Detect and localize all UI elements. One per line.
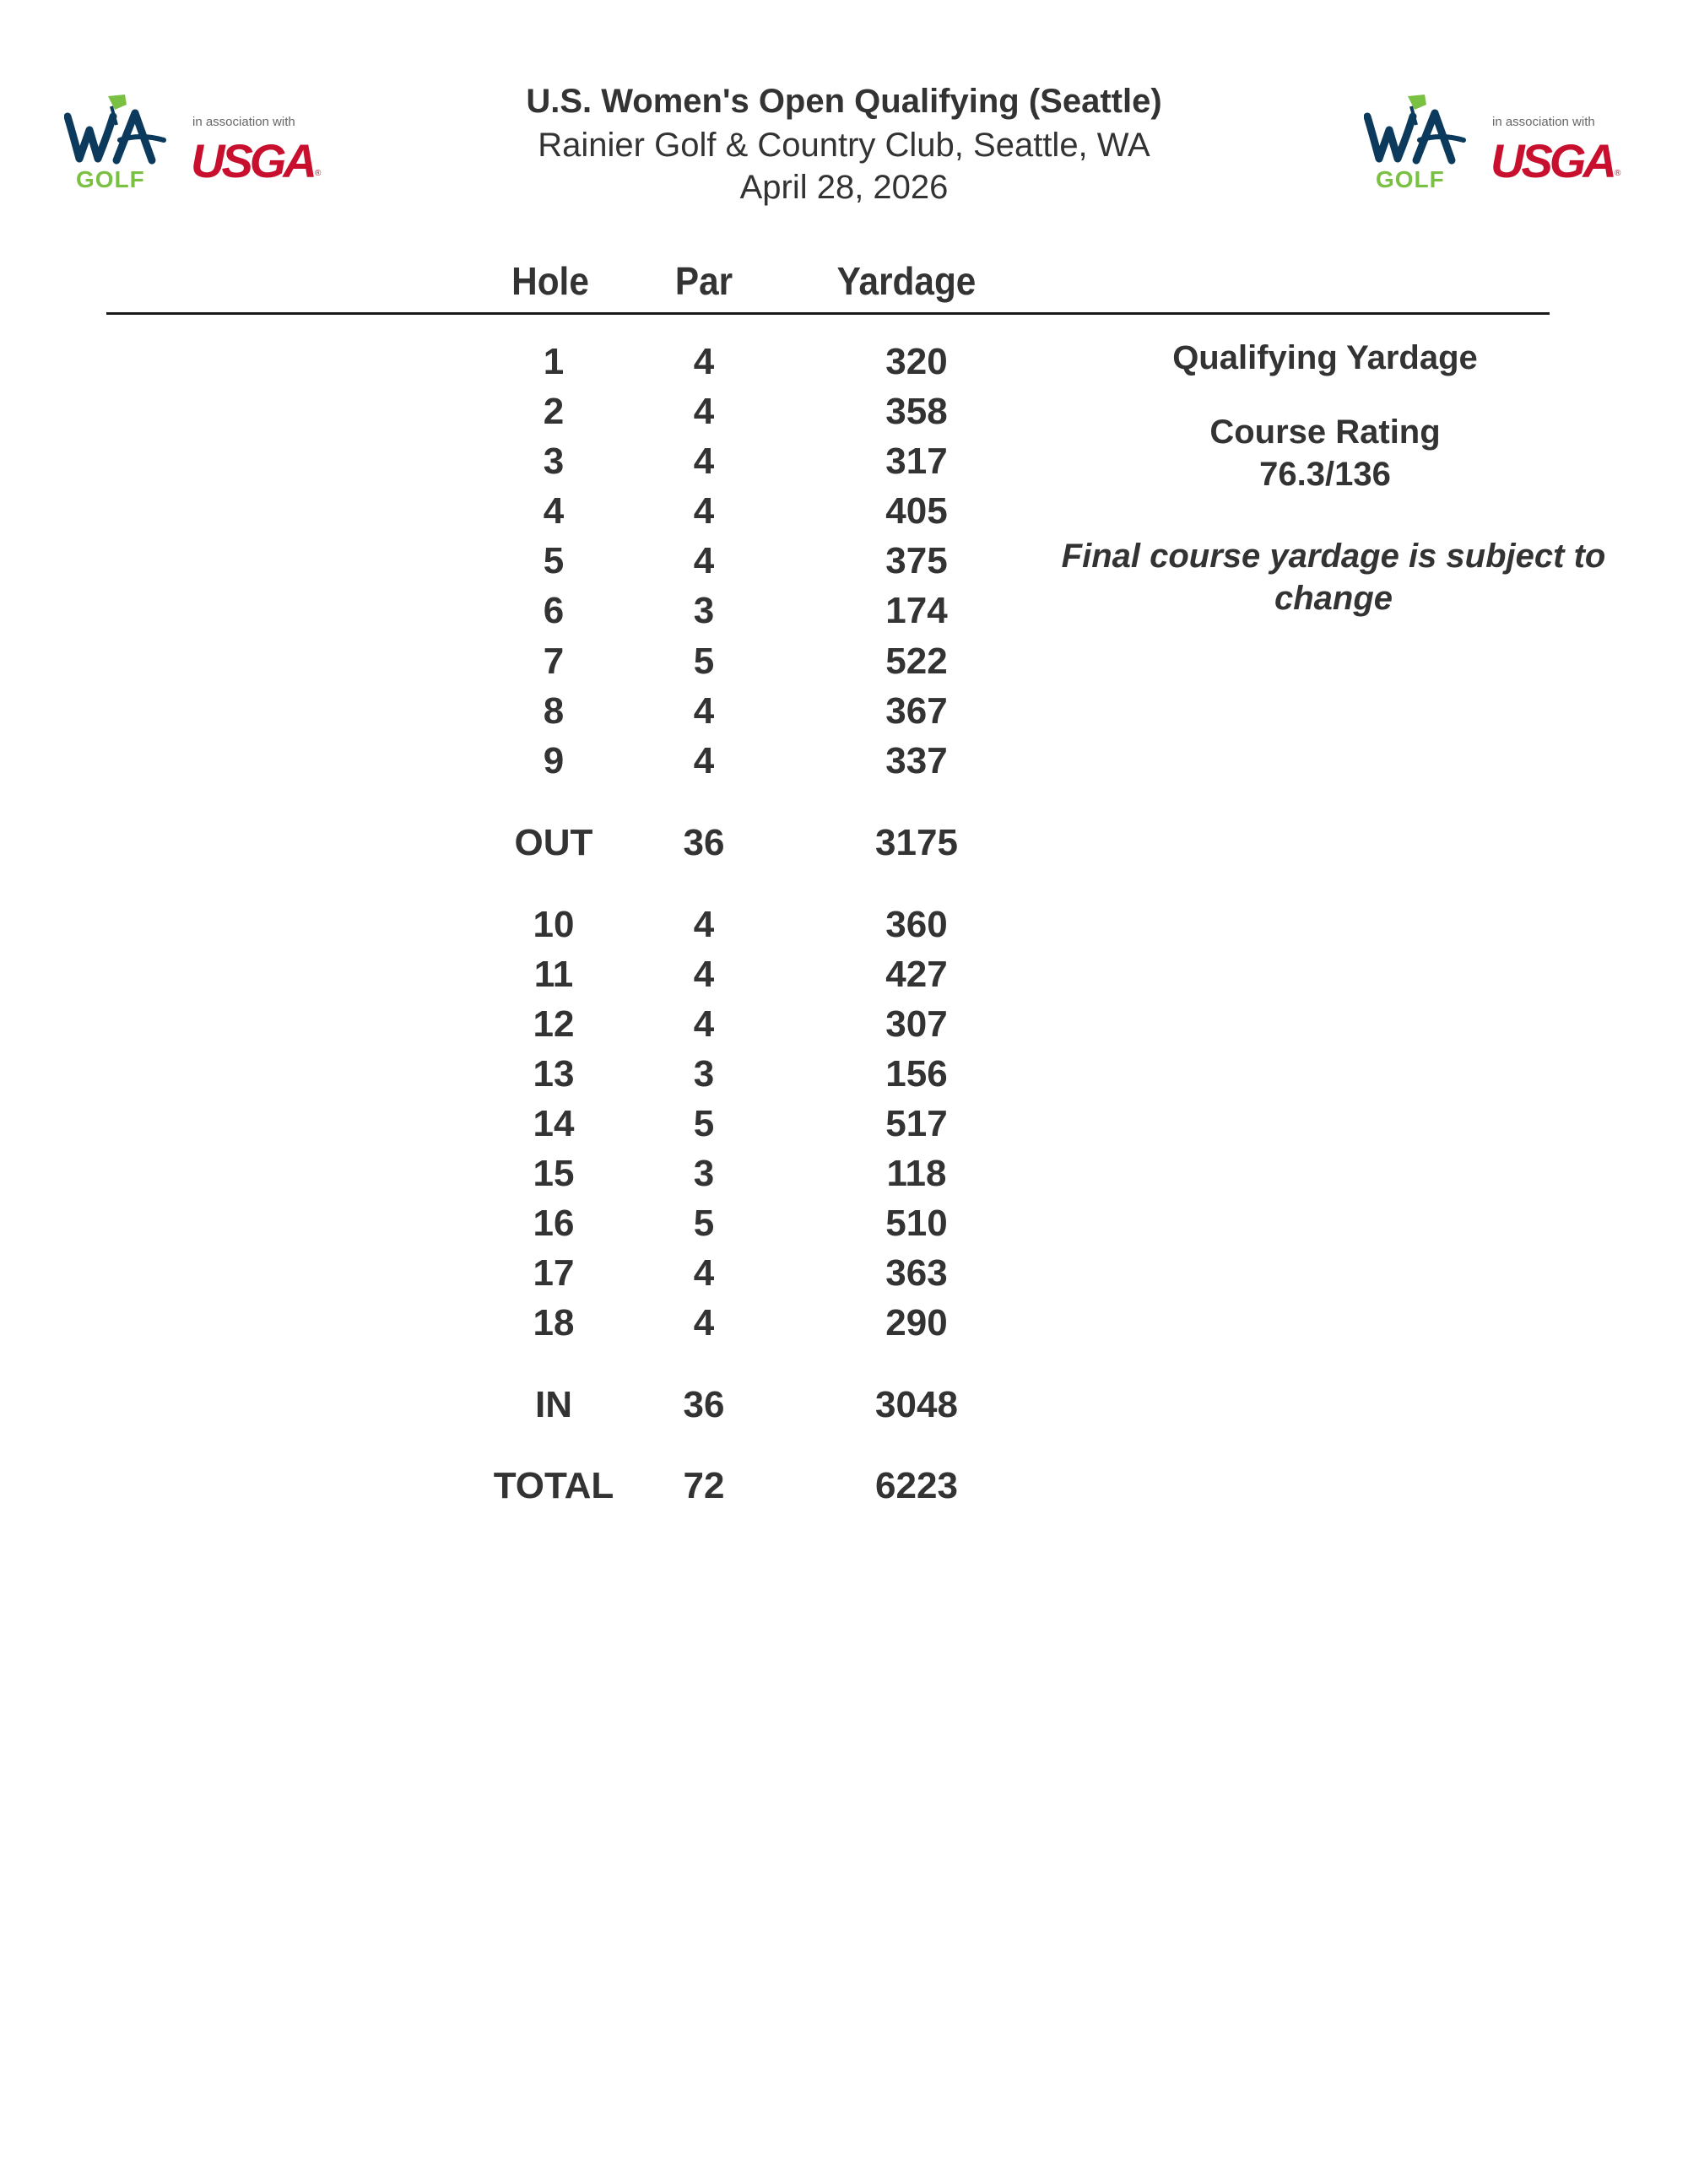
hole-yardage: 367 [885, 690, 948, 732]
wa-golf-logo-icon [64, 91, 174, 192]
subtotal-par: 36 [683, 822, 725, 863]
column-header-yardage: Yardage [836, 259, 977, 303]
table-row [0, 490, 1013, 538]
table-row [0, 1252, 1013, 1300]
subtotal-row-in [0, 1384, 1013, 1431]
hole-par: 3 [693, 1053, 715, 1095]
hole-number: 3 [543, 441, 565, 482]
hole-yardage: 320 [885, 341, 948, 382]
hole-par: 4 [693, 740, 715, 781]
registered-mark: ® [315, 169, 322, 178]
hole-number: 15 [533, 1153, 575, 1194]
hole-yardage: 290 [885, 1302, 948, 1343]
table-row [0, 1053, 1013, 1100]
total-yardage: 6223 [875, 1465, 958, 1506]
table-row [0, 690, 1013, 738]
hole-number: 6 [543, 590, 565, 631]
table-row [0, 1302, 1013, 1349]
hole-yardage: 337 [885, 740, 948, 781]
hole-yardage: 156 [885, 1053, 948, 1095]
hole-yardage: 405 [885, 490, 948, 532]
hole-par: 3 [693, 590, 715, 631]
usga-logo-text: USGA [1491, 134, 1614, 187]
hole-yardage: 174 [885, 590, 948, 631]
table-row [0, 1153, 1013, 1200]
hole-yardage: 375 [885, 540, 948, 581]
hole-par: 5 [693, 641, 715, 682]
hole-number: 16 [533, 1203, 575, 1244]
total-row [0, 1465, 1013, 1512]
hole-yardage: 427 [885, 954, 948, 995]
svg-text:GOLF: GOLF [1376, 166, 1445, 192]
wa-golf-usga-logo-left [64, 91, 334, 201]
table-row [0, 1203, 1013, 1250]
hole-par: 5 [693, 1203, 715, 1244]
hole-number: 2 [543, 391, 565, 432]
subtotal-label: IN [535, 1384, 572, 1425]
hole-par: 4 [693, 441, 715, 482]
hole-yardage: 118 [886, 1153, 947, 1194]
table-row [0, 540, 1013, 587]
column-header-par: Par [674, 259, 733, 303]
venue-line: Rainier Golf & Country Club, Seattle, WA [538, 127, 1150, 164]
usga-logo-text: USGA [191, 134, 314, 187]
column-header-hole: Hole [511, 259, 589, 303]
wa-golf-usga-logo-right [1364, 91, 1634, 201]
hole-yardage: 510 [885, 1203, 948, 1244]
hole-par: 4 [693, 1252, 715, 1294]
registered-mark: ® [1615, 169, 1621, 178]
hole-par: 4 [693, 1302, 715, 1343]
table-row [0, 1103, 1013, 1150]
svg-text:GOLF: GOLF [76, 166, 145, 192]
hole-par: 4 [693, 1003, 715, 1045]
table-row [0, 904, 1013, 951]
hole-par: 5 [693, 1103, 715, 1144]
hole-par: 4 [693, 954, 715, 995]
wa-golf-logo-icon [1364, 91, 1474, 192]
hole-yardage: 307 [885, 1003, 948, 1045]
hole-par: 4 [693, 540, 715, 581]
subtotal-row-out [0, 822, 1013, 869]
hole-number: 10 [533, 904, 575, 945]
course-rating-value: 76.3/136 [1259, 456, 1391, 493]
table-row [0, 1003, 1013, 1051]
association-label: in association with [1492, 115, 1595, 129]
document-title: U.S. Women's Open Qualifying (Seattle) [526, 83, 1162, 120]
hole-number: 12 [533, 1003, 575, 1045]
table-row [0, 641, 1013, 688]
total-label: TOTAL [493, 1465, 614, 1506]
qualifying-yardage-label: Qualifying Yardage [1172, 339, 1478, 376]
hole-par: 3 [693, 1153, 715, 1194]
subtotal-yardage: 3175 [875, 822, 958, 863]
table-row [0, 954, 1013, 1001]
table-row [0, 590, 1013, 637]
hole-number: 8 [543, 690, 565, 732]
hole-yardage: 522 [885, 641, 948, 682]
table-row [0, 740, 1013, 787]
hole-par: 4 [693, 391, 715, 432]
hole-yardage: 317 [885, 441, 948, 482]
course-rating-label: Course Rating [1209, 414, 1441, 451]
yardage-disclaimer: Final course yardage is subject to change [1061, 538, 1606, 617]
subtotal-yardage: 3048 [875, 1384, 958, 1425]
hole-par: 4 [693, 490, 715, 532]
hole-number: 1 [543, 341, 565, 382]
hole-par: 4 [693, 690, 715, 732]
hole-number: 14 [533, 1103, 575, 1144]
hole-yardage: 360 [885, 904, 948, 945]
hole-par: 4 [693, 904, 715, 945]
table-row [0, 341, 1013, 388]
hole-number: 9 [543, 740, 565, 781]
hole-number: 4 [543, 490, 565, 532]
hole-number: 7 [543, 641, 565, 682]
hole-yardage: 358 [885, 391, 948, 432]
hole-par: 4 [693, 341, 715, 382]
header-divider [106, 312, 1550, 315]
association-label: in association with [192, 115, 295, 129]
event-date: April 28, 2026 [739, 169, 949, 206]
table-row [0, 441, 1013, 488]
hole-number: 17 [533, 1252, 575, 1294]
hole-number: 18 [533, 1302, 575, 1343]
subtotal-label: OUT [514, 822, 593, 863]
subtotal-par: 36 [683, 1384, 725, 1425]
hole-yardage: 517 [885, 1103, 948, 1144]
total-par: 72 [683, 1465, 725, 1506]
hole-yardage: 363 [885, 1252, 948, 1294]
table-row [0, 391, 1013, 438]
hole-number: 11 [533, 954, 574, 995]
hole-number: 13 [533, 1053, 575, 1095]
hole-number: 5 [543, 540, 565, 581]
